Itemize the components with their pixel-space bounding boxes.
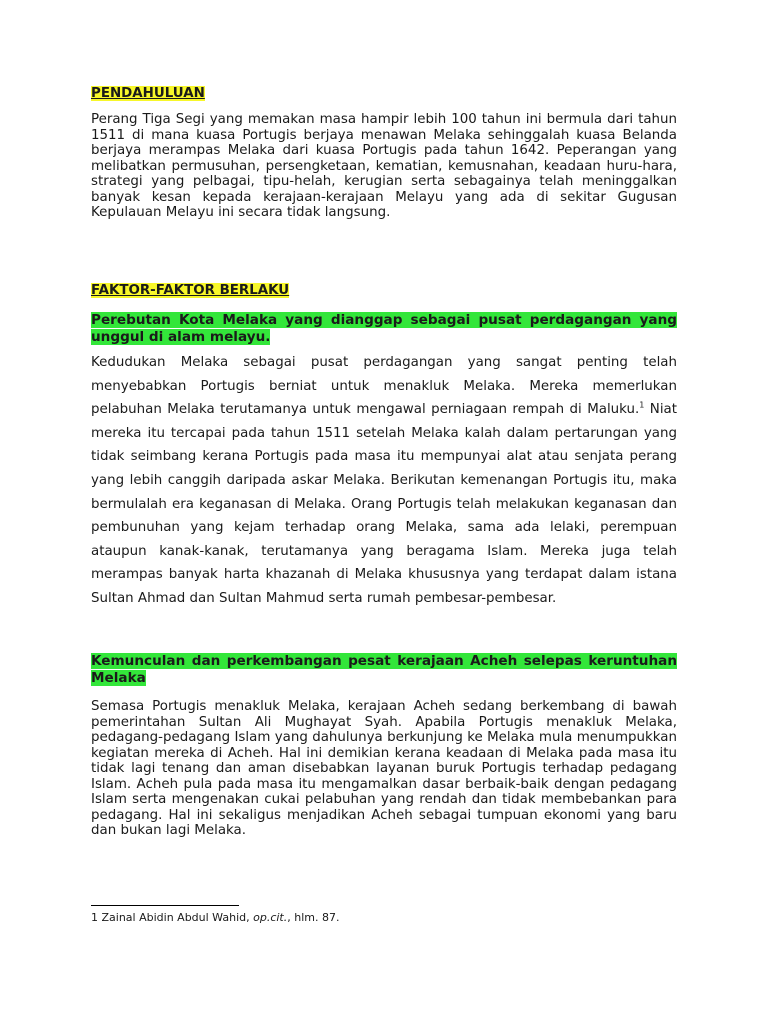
footnote-ref-italic: op.cit. [253,911,288,924]
factor-1-title: Perebutan Kota Melaka yang dianggap sebagai pusat perdagangan yang unggul di alam melayu. [91,312,677,345]
footnote-divider [91,905,239,906]
intro-paragraph: Perang Tiga Segi yang memakan masa hampir lebih 100 tahun ini bermula dari tahun 1511 di mana kuasa Portugis berjaya menawan Melaka sehinggalah kuasa Belanda berjaya merampas Melaka dari kuasa Portugis pada tahun 1642. Peperangan yang melibatkan permusuhan, persengketaan, kematian, kemusnahan, keadaan huru-hara, strategi yang pelbagai, tipu-helah, kerugian serta sebagainya telah meninggalkan banyak kesan kepada kerajaan-kerajaan Melayu yang ada di sekitar Gugusan Kepulauan Melayu ini secara tidak langsung. [91,112,677,220]
footnote-page: , hlm. 87. [287,911,340,924]
intro-heading: PENDAHULUAN [91,86,205,101]
factors-section [91,282,677,299]
footnote-reference[interactable]: 1 [639,400,645,410]
factor-1-paragraph [91,351,677,611]
factor-2 [91,653,677,839]
factor-1-text-b: Niat mereka itu tercapai pada tahun 1511 setelah Melaka kalah dalam pertarungan yang tidak seimbang kerana Portugis pada masa itu mempunyai alat atau senjata perang yang lebih canggih daripada askar Melaka. Berikutan kemenangan Portugis itu, maka bermulalah era keganasan di Melaka. Orang Portugis telah melakukan keganasan dan pembunuhan yang kejam terhadap orang Melaka, sama ada lelaki, perempuan ataupun kanak-kanak, terutamanya yang beragama Islam. Mereka juga telah merampas banyak harta khazanah di Melaka khususnya yang terdapat dalam istana Sultan Ahmad dan Sultan Mahmud serta rumah pembesar-pembesar. [91,402,678,606]
footnote-number: 1 [91,911,98,924]
intro-section [91,85,677,221]
footnote-author: Zainal Abidin Abdul Wahid, [98,911,254,924]
footnote [91,911,339,925]
factor-2-title: Kemunculan dan perkembangan pesat kerajaan Acheh selepas keruntuhan Melaka [91,653,677,686]
factor-1 [91,312,677,611]
factor-1-text-a: Kedudukan Melaka sebagai pusat perdagangan yang sangat penting telah menyebabkan Portugis berniat untuk menakluk Melaka. Mereka memerlukan pelabuhan Melaka terutamanya untuk mengawal perniagaan rempah di Maluku. [91,355,677,418]
factors-heading: FAKTOR-FAKTOR BERLAKU [91,283,290,298]
factor-2-paragraph: Semasa Portugis menakluk Melaka, kerajaan Acheh sedang berkembang di bawah pemerintahan Sultan Ali Mughayat Syah. Apabila Portugis menakluk Melaka, pedagang-pedagang Islam yang dahulunya berkunjung ke Melaka mula menumpukkan kegiatan mereka di Acheh. Hal ini demikian kerana keadaan di Melaka pada masa itu tidak lagi tenang dan aman disebabkan layanan buruk Portugis terhadap pedagang Islam. Acheh pula pada masa itu mengamalkan dasar berbaik-baik dengan pedagang Islam serta mengenakan cukai pelabuhan yang rendah dan tidak membebankan para pedagang. Hal ini sekaligus menjadikan Acheh sebagai tumpuan ekonomi yang baru dan bukan lagi Melaka. [91,699,677,838]
